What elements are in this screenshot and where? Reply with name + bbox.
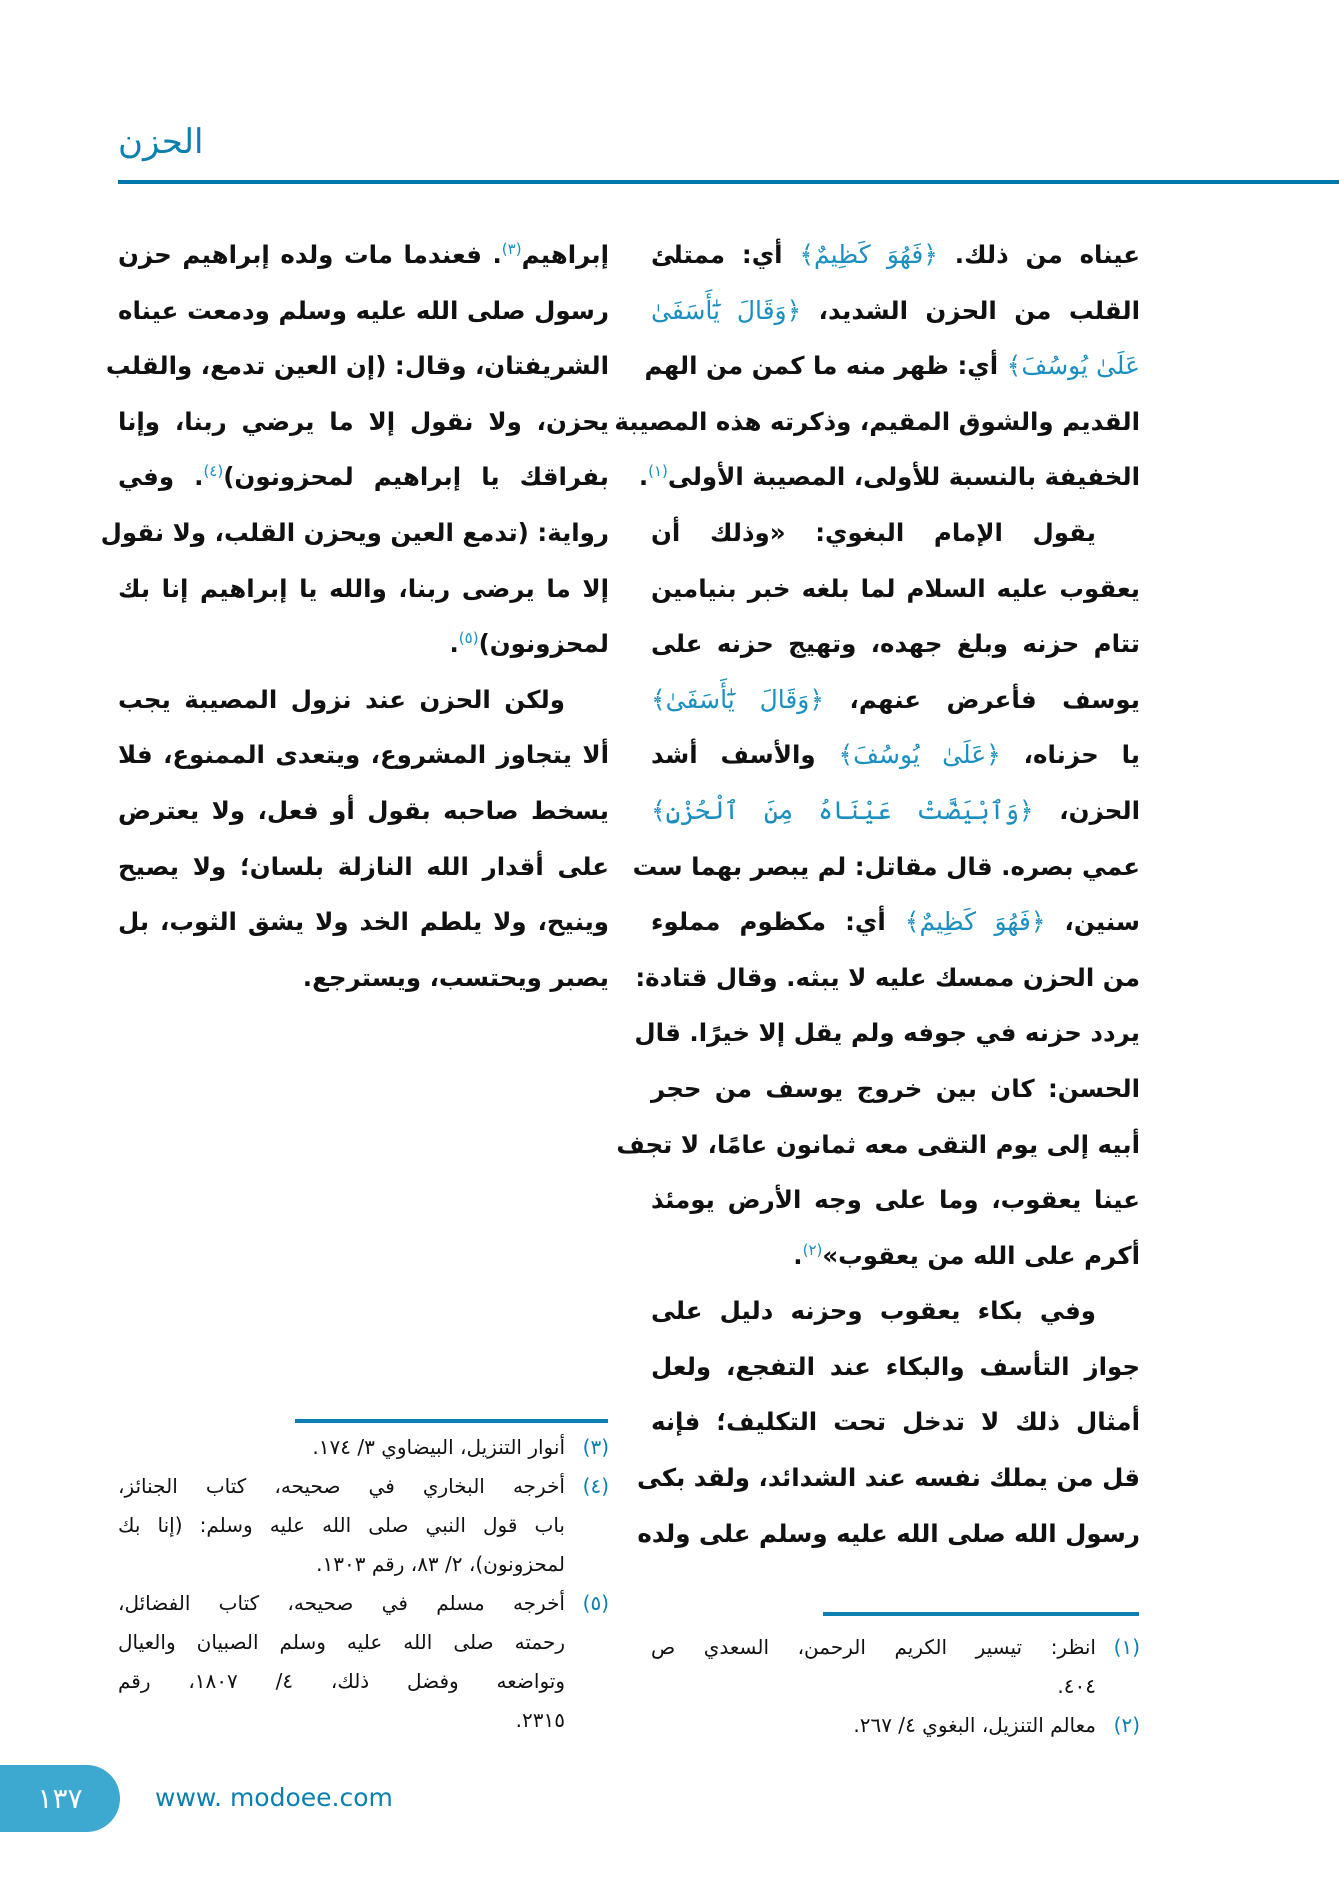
quran-verse: ﴿وَٱبْيَضَّتْ عَيْنَاهُ مِنَ ٱلْحُزْنِ﴾	[651, 795, 1034, 825]
text-line	[118, 283, 609, 339]
footnote-reference: (٢)	[802, 1240, 823, 1259]
text-line	[651, 727, 1140, 783]
body-text: عمي بصره. قال مقاتل: لم يبصر بهما ست	[632, 851, 1140, 881]
footnote-number: (٤)	[582, 1474, 609, 1498]
quran-verse: ﴿عَلَىٰ يُوسُفَ﴾	[838, 740, 1001, 770]
body-text: قل من يملك نفسه عند الشدائد، ولقد بكى	[637, 1463, 1140, 1493]
body-text: وفي بكاء يعقوب وحزنه دليل على	[651, 1296, 1096, 1326]
body-text: (إن العين تدمع، والقلب	[105, 351, 387, 381]
footnote-text: ٢٣١٥.	[515, 1708, 565, 1732]
left-text-column	[100, 227, 609, 1005]
footnote-text: لمحزونون)، ٢/ ٨٣، رقم ١٣٠٣.	[316, 1552, 565, 1576]
body-text: القديم والشوق المقيم، وذكرته هذه المصيبة	[614, 406, 1140, 436]
text-line	[614, 394, 1140, 450]
footnote-text: أخرجه البخاري في صحيحه، كتاب الجنائز،	[118, 1474, 565, 1498]
footnote-text: رحمته صلى الله عليه وسلم الصبيان والعيال	[118, 1630, 565, 1654]
body-text: يصبر ويحتسب، ويسترجع.	[302, 962, 609, 992]
text-line	[651, 1339, 1140, 1395]
page-number: ١٣٧	[0, 1765, 120, 1832]
footnote-reference: (٥)	[458, 629, 479, 647]
text-line	[118, 449, 609, 505]
text-line	[644, 338, 1140, 394]
footnote	[651, 1628, 1140, 1706]
header-divider	[118, 180, 1339, 184]
text-line	[118, 672, 609, 728]
footnote-number: (٥)	[582, 1591, 609, 1615]
footnote-text: ٤٠٤.	[1057, 1674, 1096, 1698]
text-line	[100, 505, 609, 561]
body-text: الخفيفة بالنسبة للأولى، المصيبة الأولى	[667, 462, 1140, 492]
body-text: بفراقك يا إبراهيم لمحزونون)	[223, 462, 609, 492]
body-text: أي: ظهر منه ما كمن من الهم	[644, 351, 1007, 381]
body-text: تتام حزنه وبلغ جهده، وتهيج حزنه على	[651, 629, 1140, 659]
footnote-text: باب قول النبي صلى الله عليه وسلم: (إنا بك	[118, 1513, 565, 1537]
text-line	[118, 394, 609, 450]
body-text: من الحزن ممسك عليه لا يبثه. وقال قتادة:	[635, 962, 1140, 992]
body-text: الحزن،	[1033, 795, 1140, 825]
text-line	[118, 561, 609, 617]
body-text: رواية: (تدمع العين ويحزن القلب، ولا نقول	[100, 517, 609, 547]
text-line	[651, 783, 1140, 839]
text-line	[651, 227, 1140, 283]
footnote-text: انظر: تيسير الكريم الرحمن، السعدي ص	[651, 1635, 1096, 1659]
text-line	[637, 1450, 1140, 1506]
text-line	[651, 672, 1140, 728]
chapter-title: الحزن	[118, 122, 204, 162]
text-line	[118, 950, 609, 1006]
text-line	[118, 616, 609, 672]
body-text: .	[449, 629, 459, 659]
text-line	[616, 1117, 1140, 1173]
text-line	[651, 283, 1140, 339]
quran-verse: ﴿وَقَالَ يَٰٓأَسَفَىٰ﴾	[651, 684, 825, 714]
body-text: .	[793, 1240, 803, 1270]
body-text: سنين،	[1045, 907, 1140, 937]
text-line	[651, 505, 1140, 561]
body-text: على أقدار الله النازلة بلسان؛ ولا يصيح	[118, 851, 609, 881]
footnote	[651, 1706, 1140, 1745]
text-line	[118, 839, 609, 895]
footnotes-right	[651, 1628, 1140, 1745]
footnote-text: أنوار التنزيل، البيضاوي ٣/ ١٧٤.	[312, 1435, 565, 1459]
body-text: إلا ما يرضى ربنا، والله يا إبراهيم إنا بك	[118, 573, 609, 603]
body-text: يعقوب عليه السلام لما بلغه خبر بنيامين	[651, 573, 1140, 603]
footnote-number: (٢)	[1113, 1713, 1140, 1737]
text-line	[635, 950, 1140, 1006]
footnote-divider-left	[295, 1419, 608, 1423]
footnote-reference: (٤)	[203, 462, 224, 481]
footnote-number: (١)	[1113, 1635, 1140, 1659]
body-text: أبيه إلى يوم التقى معه ثمانون عامًا، لا تجف	[616, 1129, 1140, 1159]
body-text: والأسف أشد	[651, 740, 839, 770]
text-line	[651, 1172, 1140, 1228]
body-text: وينيح، ولا يلطم الخد ولا يشق الثوب، بل	[118, 907, 609, 937]
quran-verse: ﴿فَهُوَ كَظِيمٌ﴾	[904, 907, 1046, 937]
body-text: . فعندما مات ولده إبراهيم حزن	[118, 240, 502, 269]
body-text: أي: ممتلئ	[651, 240, 800, 269]
body-text: يحزن، ولا نقول إلا ما يرضي ربنا، وإنا	[118, 406, 609, 436]
body-text: أمثال ذلك لا تدخل تحت التكليف؛ فإنه	[651, 1407, 1140, 1437]
body-text: ولكن الحزن عند نزول المصيبة يجب	[118, 684, 565, 714]
text-line	[638, 449, 1140, 505]
body-text: يوسف فأعرض عنهم،	[824, 684, 1140, 714]
body-text: جواز التأسف والبكاء عند التفجع، ولعل	[651, 1351, 1140, 1381]
body-text: . وفي	[118, 462, 204, 492]
footnote-text: وتواضعه وفضل ذلك، ٤/ ١٨٠٧، رقم	[118, 1669, 565, 1693]
text-line	[651, 1394, 1140, 1450]
body-text: يسخط صاحبه بقول أو فعل، ولا يعترض	[118, 795, 609, 825]
body-text: .	[638, 462, 649, 492]
footnote-reference: (١)	[648, 462, 668, 481]
body-text: ألا يتجاوز المشروع، ويتعدى الممنوع، فلا	[118, 740, 609, 770]
footnote-text: أخرجه مسلم في صحيحه، كتاب الفضائل،	[118, 1591, 565, 1615]
footnote	[118, 1428, 609, 1467]
footnote-number: (٣)	[582, 1435, 609, 1459]
quran-verse: ﴿وَقَالَ يَٰٓأَسَفَىٰ	[651, 295, 802, 325]
footnote-reference: (٣)	[501, 239, 522, 258]
body-text: يا حزناه،	[1000, 740, 1140, 770]
body-text: أي: مكظوم مملوء	[651, 907, 905, 937]
footnote-text: معالم التنزيل، البغوي ٤/ ٢٦٧.	[853, 1713, 1096, 1737]
text-line	[118, 894, 609, 950]
website-link[interactable]: www. modoee.com	[155, 1783, 393, 1812]
footnote	[118, 1584, 609, 1740]
text-line	[651, 894, 1140, 950]
text-line	[651, 1283, 1140, 1339]
body-text: لمحزونون)	[478, 629, 609, 659]
text-line	[118, 727, 609, 783]
text-line	[651, 1061, 1140, 1117]
body-text: إبراهيم	[521, 240, 609, 269]
text-line	[637, 1506, 1140, 1562]
footnote-divider-right	[823, 1612, 1139, 1616]
text-line	[651, 561, 1140, 617]
text-line	[118, 227, 609, 283]
text-line	[651, 616, 1140, 672]
body-text: القلب من الحزن الشديد،	[801, 295, 1141, 325]
body-text: رسول الله صلى الله عليه وسلم على ولده	[637, 1518, 1140, 1548]
footnote	[118, 1467, 609, 1584]
text-line	[651, 1228, 1140, 1284]
quran-verse: عَلَىٰ يُوسُفَ﴾	[1006, 351, 1140, 381]
body-text: عينا يعقوب، وما على وجه الأرض يومئذ	[651, 1185, 1140, 1215]
body-text: يردد حزنه في جوفه ولم يقل إلا خيرًا. قال	[634, 1018, 1140, 1048]
body-text: الشريفتان، وقال:	[386, 351, 609, 381]
body-text: عيناه من ذلك.	[937, 240, 1140, 269]
body-text: أكرم على الله من يعقوب»	[822, 1240, 1140, 1270]
text-line	[105, 338, 609, 394]
text-line	[118, 783, 609, 839]
text-line	[634, 1005, 1140, 1061]
body-text: رسول صلى الله عليه وسلم ودمعت عيناه	[118, 295, 609, 325]
footnotes-left	[118, 1428, 609, 1740]
quran-verse: ﴿فَهُوَ كَظِيمٌ﴾	[799, 240, 938, 269]
body-text: الحسن: كان بين خروج يوسف من حجر	[651, 1073, 1140, 1103]
right-text-column	[614, 227, 1141, 1561]
body-text: يقول الإمام البغوي: «وذلك أن	[651, 517, 1096, 547]
text-line	[632, 839, 1140, 895]
